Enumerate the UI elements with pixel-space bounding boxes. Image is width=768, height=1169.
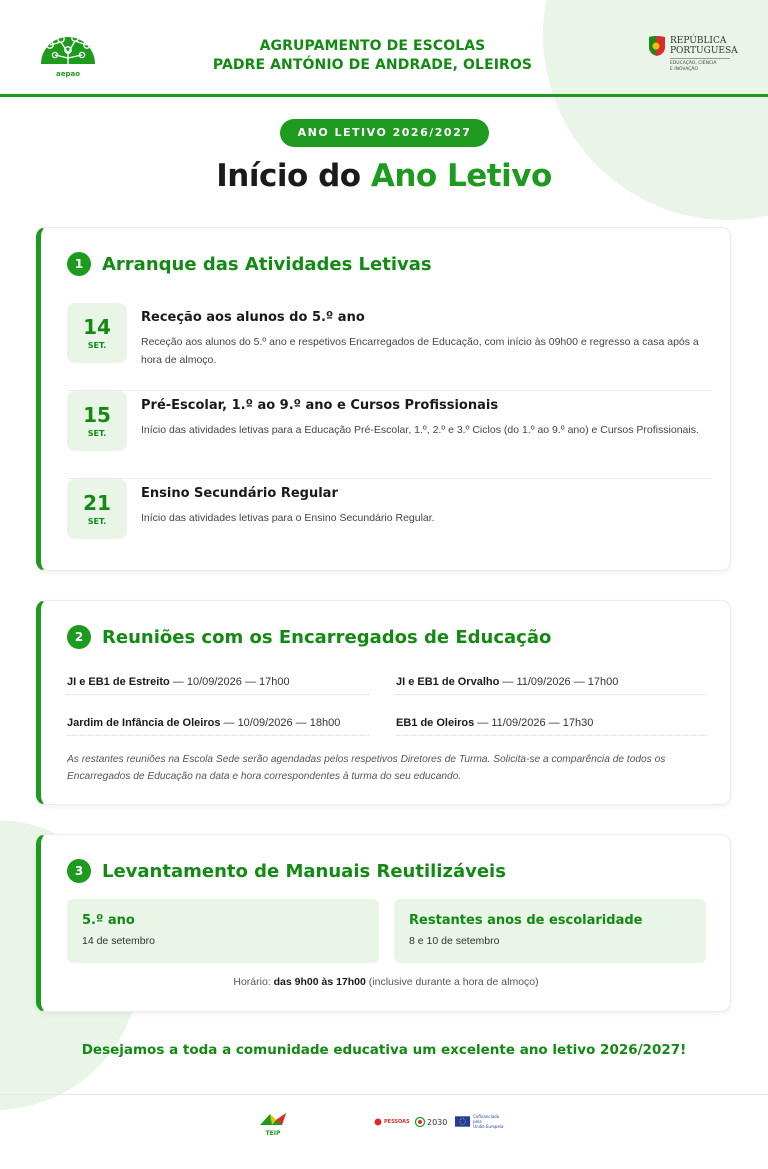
teip-logo-icon <box>258 1111 288 1127</box>
meeting-item <box>67 673 369 695</box>
event-item <box>67 391 712 479</box>
page-header <box>0 0 768 97</box>
textbook-group-title: Restantes anos de escolaridade <box>409 913 643 928</box>
section-number-badge: 3 <box>67 859 91 883</box>
textbook-group-dates: 14 de setembro <box>82 935 155 947</box>
section-textbooks <box>36 834 731 1012</box>
section-number-badge: 2 <box>67 625 91 649</box>
date-day: 14 <box>83 315 111 339</box>
teip-label: TEIP <box>265 1130 281 1137</box>
portugal-2030-icon <box>415 1117 425 1127</box>
textbook-group <box>394 899 706 963</box>
meetings-note: As restantes reuniões na Escola Sede serão agendadas pelos respetivos Diretores de Turma. Solicita-se a comparência de todos os Encarregados de Educação na data e hora correspondentes à turma do seu educando. <box>67 754 666 782</box>
school-name-line1: AGRUPAMENTO DE ESCOLAS <box>259 38 486 54</box>
event-item <box>67 303 712 391</box>
meeting-school: JI e EB1 de Estreito <box>67 676 170 688</box>
date-day: 21 <box>83 491 111 515</box>
section-title: Levantamento de Manuais Reutilizáveis <box>102 860 506 882</box>
meeting-school: EB1 de Oleiros <box>396 717 475 729</box>
school-logo-tree-icon <box>37 28 99 88</box>
event-description: Receção aos alunos do 5.º ano e respetivos Encarregados de Educação, com início às 09h00 e regresso a casa após a hora de almoço. <box>141 336 699 366</box>
meeting-item <box>396 673 706 695</box>
section-start-activities <box>36 227 731 571</box>
meeting-item <box>67 714 369 736</box>
eu-cofunded-logo <box>455 1114 507 1128</box>
event-title: Pré-Escolar, 1.º ao 9.º ano e Cursos Profissionais <box>141 398 499 413</box>
meeting-details: — 10/09/2026 — 17h00 <box>169 676 290 688</box>
meeting-details: — 10/09/2026 — 18h00 <box>220 717 341 729</box>
closing-message: Desejamos a toda a comunidade educativa um excelente ano letivo 2026/2027! <box>81 1042 687 1058</box>
pessoas-logo <box>374 1113 414 1131</box>
section-header <box>67 859 506 883</box>
pessoas-label: PESSOAS <box>384 1118 410 1125</box>
textbook-schedule <box>41 976 731 988</box>
schedule-suffix: (inclusive durante a hora de almoço) <box>365 976 539 988</box>
school-name <box>180 37 565 75</box>
meeting-details: — 11/09/2026 — 17h30 <box>474 717 594 729</box>
gov-subtitle: EDUCAÇÃO, CIÊNCIA E INOVAÇÃO <box>670 61 717 72</box>
meeting-details: — 11/09/2026 — 17h00 <box>499 676 619 688</box>
event-description: Início das atividades letivas para a Educação Pré-Escolar, 1.º, 2.º e 3.º Ciclos (do 1.º ao 9.º ano) e Cursos Profissionais. <box>141 424 699 436</box>
republica-portuguesa-logo <box>648 35 738 80</box>
textbook-group <box>67 899 379 963</box>
gov-title: REPÚBLICA PORTUGUESA <box>670 36 738 56</box>
school-logo <box>37 28 99 88</box>
section-title: Reuniões com os Encarregados de Educação <box>102 626 552 648</box>
meeting-school: Jardim de Infância de Oleiros <box>67 717 221 729</box>
pessoas-logo-icon <box>374 1118 382 1126</box>
year-badge: ANO LETIVO 2026/2027 <box>280 119 489 147</box>
teip-logo <box>258 1111 288 1135</box>
date-month: SET. <box>87 429 107 438</box>
section-header <box>67 252 432 276</box>
page-footer <box>0 1094 768 1169</box>
section-header <box>67 625 551 649</box>
eu-cofunded-label: Cofinanciado pela União Europeia <box>473 1113 504 1129</box>
portugal-2030-label: 2030 <box>427 1117 448 1127</box>
event-title: Receção aos alunos do 5.º ano <box>141 310 365 325</box>
date-day: 15 <box>83 403 111 427</box>
event-item <box>67 479 712 567</box>
textbook-group-title: 5.º ano <box>82 913 135 928</box>
meeting-school: JI e EB1 de Orvalho <box>396 676 500 688</box>
event-title: Ensino Secundário Regular <box>141 486 338 501</box>
schedule-prefix: Horário: <box>233 976 274 988</box>
section-parent-meetings <box>36 600 731 805</box>
gov-divider <box>670 58 730 59</box>
event-description: Início das atividades letivas para o Ensino Secundário Regular. <box>141 512 435 524</box>
date-month: SET. <box>87 341 107 350</box>
textbook-group-dates: 8 e 10 de setembro <box>409 935 500 947</box>
meeting-item <box>396 714 706 736</box>
schedule-hours: das 9h00 às 17h00 <box>273 976 366 988</box>
school-name-line2: PADRE ANTÓNIO DE ANDRADE, OLEIROS <box>212 57 533 73</box>
page-title-start: Início do <box>216 158 371 194</box>
date-badge <box>67 479 127 539</box>
page-title-highlight: Ano Letivo <box>370 158 552 194</box>
date-badge <box>67 303 127 363</box>
eu-flag-icon <box>455 1116 470 1127</box>
date-badge <box>67 391 127 451</box>
section-number-badge: 1 <box>67 252 91 276</box>
page-title <box>0 155 768 197</box>
section-title: Arranque das Atividades Letivas <box>102 253 432 275</box>
school-logo-label: aepao <box>56 70 81 78</box>
date-month: SET. <box>87 517 107 526</box>
portugal-2030-logo <box>415 1113 449 1131</box>
portugal-shield-icon <box>648 35 666 57</box>
